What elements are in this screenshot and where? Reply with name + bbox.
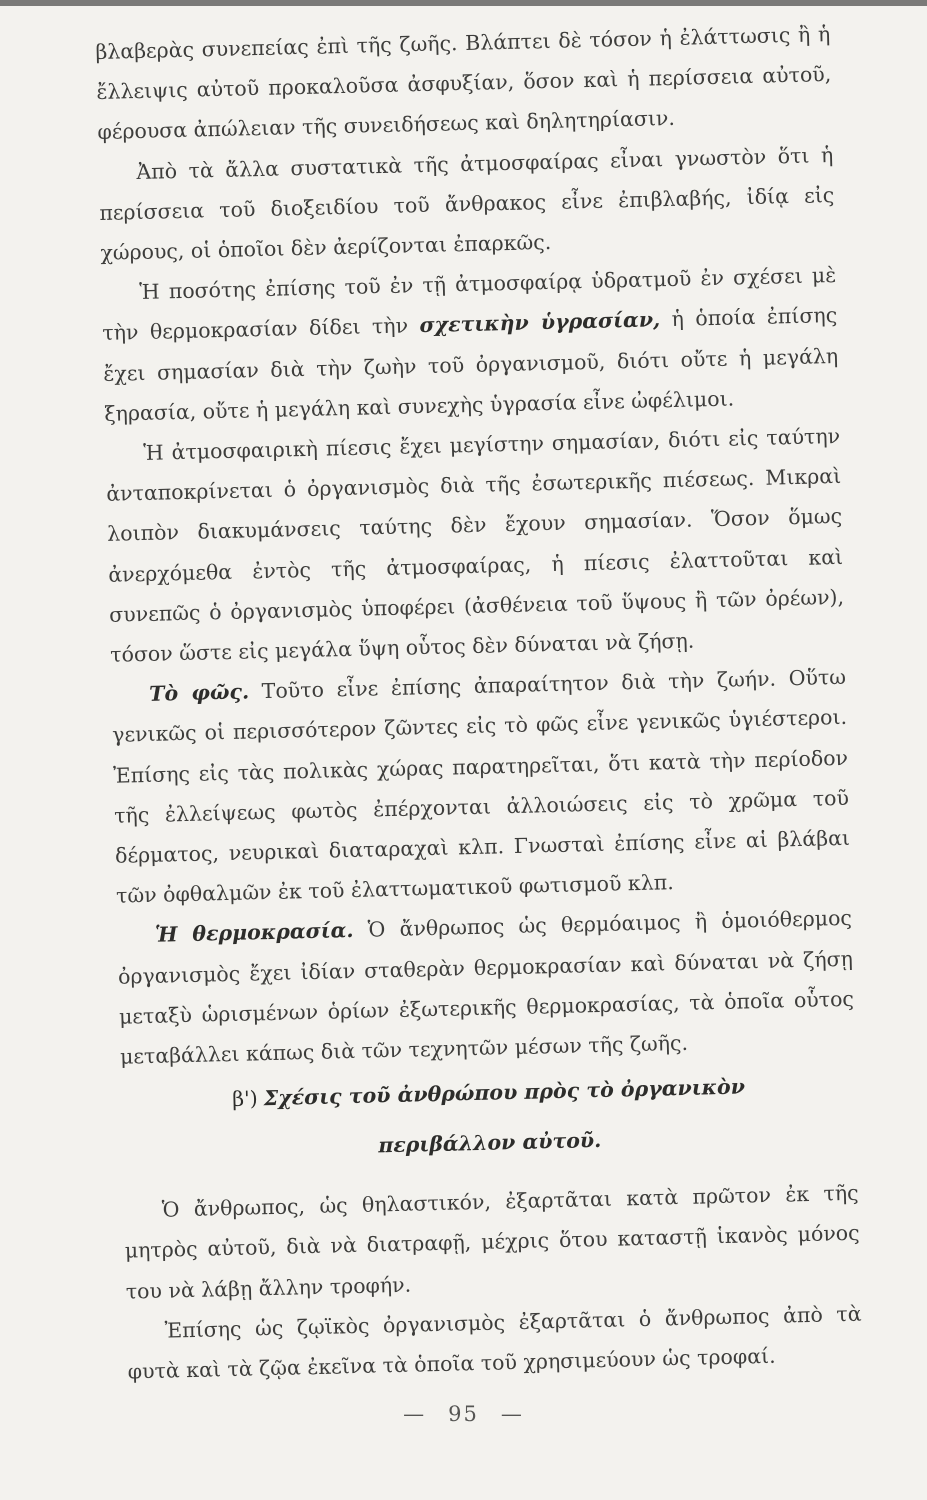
scan-top-edge [0, 0, 927, 6]
humidity-text-start: Ἡ ποσότης ἐπίσης τοῦ ἐν τῇ ἀτμοσφαίρᾳ ὑδρατμοῦ ἐν σχέσει μὲ τὴν θερμοκρασίαν δίδει τὴν [102, 263, 837, 346]
page-number: 95 [448, 1402, 479, 1426]
light-text: Τοῦτο εἶνε ἐπίσης ἀπαραίτητον διὰ τὴν ζωήν. Οὕτω γενικῶς οἱ περισσότερον ζῶντες εἰς τὸ φῶς εἶνε γενικῶς ὑγιέστεροι. Ἐπίσης εἰς τὰς πολικὰς χώρας παρατηρεῖται, ὅτι κατὰ τὴν περίοδον τῆς ἐλλείψεως φωτὸς ἐπέρχονται ἀλλοιώσεις εἰς τὸ χρῶμα τοῦ δέρματος, νευρικαὶ διαταραχαὶ κλπ. Γνωσταὶ ἐπίσης εἶνε αἱ βλάβαι τῶν ὀφθαλμῶν ἐκ τοῦ ἐλαττωματικοῦ φωτισμοῦ κλπ. [111, 665, 851, 909]
temperature-heading: Ἡ θερμοκρασία. [154, 918, 354, 948]
section-number: β') [231, 1086, 258, 1112]
book-page-text [95, 14, 863, 1392]
relative-humidity-term: σχετικὴν ὑγρασίαν, [419, 307, 661, 338]
paragraph-humidity [101, 255, 840, 434]
paragraph-temperature [117, 898, 856, 1077]
paragraph-other-components: Ἀπὸ τὰ ἄλλα συστατικὰ τῆς ἀτμοσφαίρας εἶναι γνωστὸν ὅτι ἡ περίσσεια τοῦ διοξειδίου τοῦ ἄνθρακος εἶνε ἐπιβλαβής, ἰδίᾳ εἰς χώρους, οἱ ὁποῖοι δὲν ἀερίζονται ἐπαρκῶς. [99, 142, 835, 265]
light-heading: Τὸ φῶς. [148, 679, 250, 707]
temperature-text: Ὁ ἄνθρωπος ὡς θερμόαιμος ἢ ὁμοιόθερμος ὀργανισμὸς ἔχει ἰδίαν σταθερὰν θερμοκρασίαν καὶ δύναται νὰ ζήσῃ μεταξὺ ὡρισμένων ὁρίων ἐξωτερικῆς θερμοκρασίας, τὰ ὁποῖα οὗτος μεταβάλλει κάπως διὰ τῶν τεχνητῶν μέσων τῆς ζωῆς. [117, 906, 855, 1069]
humidity-text-end: ἡ ὁποία ἐπίσης ἔχει σημασίαν διὰ τὴν ζωὴν τοῦ ὀργανισμοῦ, διότι οὔτε ἡ μεγάλη ξηρασία, οὔτε ἡ μεγάλη καὶ συνεχὴς ὑγρασία εἶνε ὠφέλιμοι. [103, 303, 839, 426]
paragraph-plants-animals: Ἐπίσης ὡς ζῳϊκὸς ὀργανισμὸς ἐξαρτᾶται ὁ ἄνθρωπος ἀπὸ τὰ φυτὰ καὶ τὰ ζῷα ἐκεῖνα τὰ ὁποῖα τοῦ χρησιμεύουν ὡς τροφαί. [127, 1301, 862, 1384]
paragraph-light [111, 657, 852, 916]
dash-left: — [403, 1402, 427, 1426]
section-title-line1: Σχέσις τοῦ ἀνθρώπου πρὸς τὸ ὀργανικὸν [263, 1074, 746, 1111]
dash-right: — [500, 1402, 524, 1426]
paragraph-mother: Ὁ ἄνθρωπος, ὡς θηλαστικόν, ἐξαρτᾶται κατὰ πρῶτον ἐκ τῆς μητρὸς αὐτοῦ, διὰ νὰ διατραφῇ, μέχρις ὅτου καταστῇ ἱκανὸς μόνος του νὰ λάβῃ ἄλλην τροφήν. [124, 1180, 860, 1304]
page-number-footer [0, 1402, 927, 1426]
section-title [121, 1059, 858, 1177]
section-title-line2: περιβάλλον αὐτοῦ. [377, 1128, 602, 1158]
paragraph-pressure: Ἡ ἀτμοσφαιρικὴ πίεσις ἔχει μεγίστην σημασίαν, διότι εἰς ταύτην ἀνταποκρίνεται ὁ ὀργανισμὸς διὰ τῆς ἐσωτερικῆς πιέσεως. Μικραὶ λοιπὸν διακυμάνσεις ταύτης δὲν ἔχουν σημασίαν. Ὅσον ὅμως ἀνερχόμεθα ἐντὸς τῆς ἀτμοσφαίρας, ἡ πίεσις ἐλαττοῦται καὶ συνεπῶς ὁ ὀργανισμὸς ὑποφέρει (ἀσθένεια τοῦ ὕψους ἢ τῶν ὀρέων), τόσον ὥστε εἰς μεγάλα ὕψη οὗτος δὲν δύναται νὰ ζήσῃ. [106, 423, 845, 667]
paragraph-co2-continuation: βλαβερὰς συνεπείας ἐπὶ τῆς ζωῆς. Βλάπτει δὲ τόσον ἡ ἐλάττωσις ἢ ἡ ἔλλειψις αὐτοῦ προκαλοῦσα ἀσφυξίαν, ὅσον καὶ ἡ περίσσεια αὐτοῦ, φέρουσα ἀπώλειαν τῆς συνειδήσεως καὶ δηλητηρίασιν. [95, 22, 832, 145]
